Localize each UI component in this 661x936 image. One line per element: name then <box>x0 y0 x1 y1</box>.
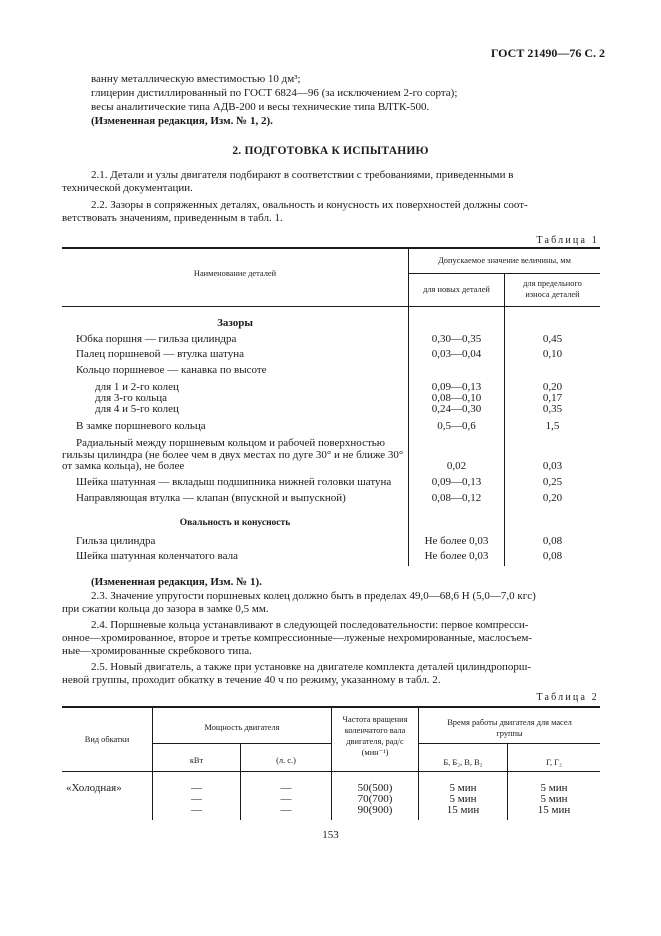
table-row: для 1 и 2-го колец <box>95 381 179 393</box>
col-header-allowed: Допускаемое значение величины, мм <box>438 256 571 265</box>
table-cell: 0,17 <box>542 392 563 404</box>
table-cell: 0,08 <box>542 550 563 562</box>
col-header-kw: кВт <box>189 756 204 765</box>
table-row: Направляющая втулка — клапан (впускной и выпускной) <box>76 492 346 504</box>
col-header-limit: для предельного <box>523 279 582 288</box>
table-1-caption: Таблица 1 <box>536 235 599 246</box>
table-cell: 70(700) <box>357 793 393 805</box>
table-cell: 5 мин <box>449 793 477 805</box>
paragraph-2-4: 2.4. Поршневые кольца устанавливают в следующей последовательности: первое компресси- <box>91 619 529 631</box>
intro-line: глицерин дистиллированный по ГОСТ 6824—96 (за исключением 2-го сорта); <box>91 87 458 99</box>
row-label: «Холодная» <box>66 782 122 794</box>
table-cell: 0,08—0,12 <box>431 492 482 504</box>
paragraph-2-4: ные—хромированные скребкового типа. <box>62 645 252 657</box>
table-cell: 0,30—0,35 <box>431 333 482 345</box>
paragraph-2-1: 2.1. Детали и узлы двигателя подбирают в соответствии с требованиями, приведенными в <box>91 169 514 181</box>
table-row: гильзы цилиндра (не более чем в двух местах по дуге 30° и не ближе 30° <box>62 449 404 461</box>
intro-line: весы аналитические типа АДВ-200 и весы технические типа ВЛТК-500. <box>91 101 430 113</box>
table-row: Юбка поршня — гильза цилиндра <box>76 333 237 345</box>
col-header-name: Наименование деталей <box>193 269 277 278</box>
table-cell: — <box>280 793 292 805</box>
table-cell: 1,5 <box>545 420 560 432</box>
col-header-freq: Частота вращения <box>342 715 408 724</box>
table-cell: 0,09—0,13 <box>431 381 482 393</box>
revision-note: (Измененная редакция, Изм. № 1). <box>91 576 262 588</box>
table-row: от замка кольца), не более <box>62 460 185 472</box>
table-cell: — <box>191 782 202 794</box>
table-cell: — <box>191 804 202 816</box>
col-header-new: для новых деталей <box>423 285 490 294</box>
table-cell: 0,20 <box>542 492 563 504</box>
table-cell: 15 мин <box>537 804 571 816</box>
intro-line: ванну металлическую вместимостью 10 дм³; <box>91 73 301 85</box>
page-number: 153 <box>322 829 339 841</box>
paragraph-2-2: 2.2. Зазоры в сопряженных деталях, овальность и конусность их поверхностей должны соот- <box>91 199 528 211</box>
table-row: для 4 и 5-го колец <box>95 403 179 415</box>
table-row: Кольцо поршневое — канавка по высоте <box>76 364 267 376</box>
table-cell: 0,02 <box>446 460 467 472</box>
table-row: Шейка шатунная коленчатого вала <box>76 550 238 562</box>
paragraph-2-1: технической документации. <box>62 182 193 194</box>
table-cell: 0,08—0,10 <box>431 392 482 404</box>
table-cell: 0,03 <box>542 460 563 472</box>
table-cell: 0,20 <box>542 381 563 393</box>
table-cell: 0,5—0,6 <box>437 420 476 432</box>
table-cell: 5 мин <box>540 793 568 805</box>
table-cell: 15 мин <box>446 804 480 816</box>
paragraph-2-3: 2.3. Значение упругости поршневых колец должно быть в пределах 49,0—68,6 Н (5,0—7,0 кгс) <box>91 590 536 602</box>
col-header-power: Мощность двигателя <box>204 723 280 732</box>
table-cell: 0,25 <box>542 476 563 488</box>
table-row: В замке поршневого кольца <box>76 420 206 432</box>
col-header-group-2: Г, Г₂ <box>546 758 562 767</box>
table-cell: 50(500) <box>357 782 393 794</box>
table-cell: 0,24—0,30 <box>431 403 482 415</box>
paragraph-2-5: 2.5. Новый двигатель, а также при установке на двигателе комплекта деталей цилиндропорш- <box>91 661 532 673</box>
col-header-freq: коленчатого вала <box>344 726 406 735</box>
table-cell: Не более 0,03 <box>424 535 489 547</box>
table-cell: 5 мин <box>449 782 477 794</box>
paragraph-2-2: ветствовать значениям, приведенным в табл. 1. <box>62 212 283 224</box>
table-row: для 3-го кольца <box>95 392 167 404</box>
table-cell: — <box>280 782 292 794</box>
col-header-group-1: Б, Б₂, В, В₂ <box>443 758 483 767</box>
col-header-freq: двигателя, рад/с <box>346 737 404 746</box>
revision-note: (Измененная редакция, Изм. № 1, 2). <box>91 115 273 127</box>
table-cell: — <box>191 793 202 805</box>
table-cell: Не более 0,03 <box>424 550 489 562</box>
table-cell: 5 мин <box>540 782 568 794</box>
col-header-time: группы <box>496 729 523 738</box>
table-cell: 0,35 <box>542 403 563 415</box>
table-cell: 0,03—0,04 <box>431 348 482 360</box>
table-cell: — <box>280 804 292 816</box>
col-header-time: Время работы двигателя для масел <box>447 718 572 727</box>
document-header: ГОСТ 21490—76 С. 2 <box>490 46 605 60</box>
table-row: Палец поршневой — втулка шатуна <box>76 348 244 360</box>
col-header-hp: (л. с.) <box>276 756 296 765</box>
table-row: Шейка шатунная — вкладыш подшипника нижней головки шатуна <box>76 476 392 488</box>
col-header-limit: износа деталей <box>525 290 580 299</box>
col-header-type: Вид обкатки <box>84 735 130 744</box>
paragraph-2-3: при сжатии кольца до зазора в замке 0,5 мм. <box>62 603 269 615</box>
section-title: 2. ПОДГОТОВКА К ИСПЫТАНИЮ <box>232 145 429 157</box>
table-2-caption: Таблица 2 <box>536 692 599 703</box>
table-cell: 0,09—0,13 <box>431 476 482 488</box>
paragraph-2-4: онное—хромированное, второе и третье компрессионные—луженые нехромированные, маслосъем- <box>62 632 533 644</box>
table-cell: 0,10 <box>542 348 563 360</box>
section-ovality: Овальность и конусность <box>179 518 291 528</box>
table-cell: 0,08 <box>542 535 563 547</box>
table-row: Радиальный между поршневым кольцом и рабочей поверхностью <box>76 437 385 449</box>
col-header-freq: (мин⁻¹) <box>361 748 389 757</box>
section-gaps: Зазоры <box>217 317 253 329</box>
paragraph-2-5: невой группы, проходит обкатку в течение 40 ч по режиму, указанному в табл. 2. <box>62 674 441 686</box>
table-cell: 90(900) <box>357 804 393 816</box>
table-row: Гильза цилиндра <box>76 535 156 547</box>
table-cell: 0,45 <box>542 333 563 345</box>
